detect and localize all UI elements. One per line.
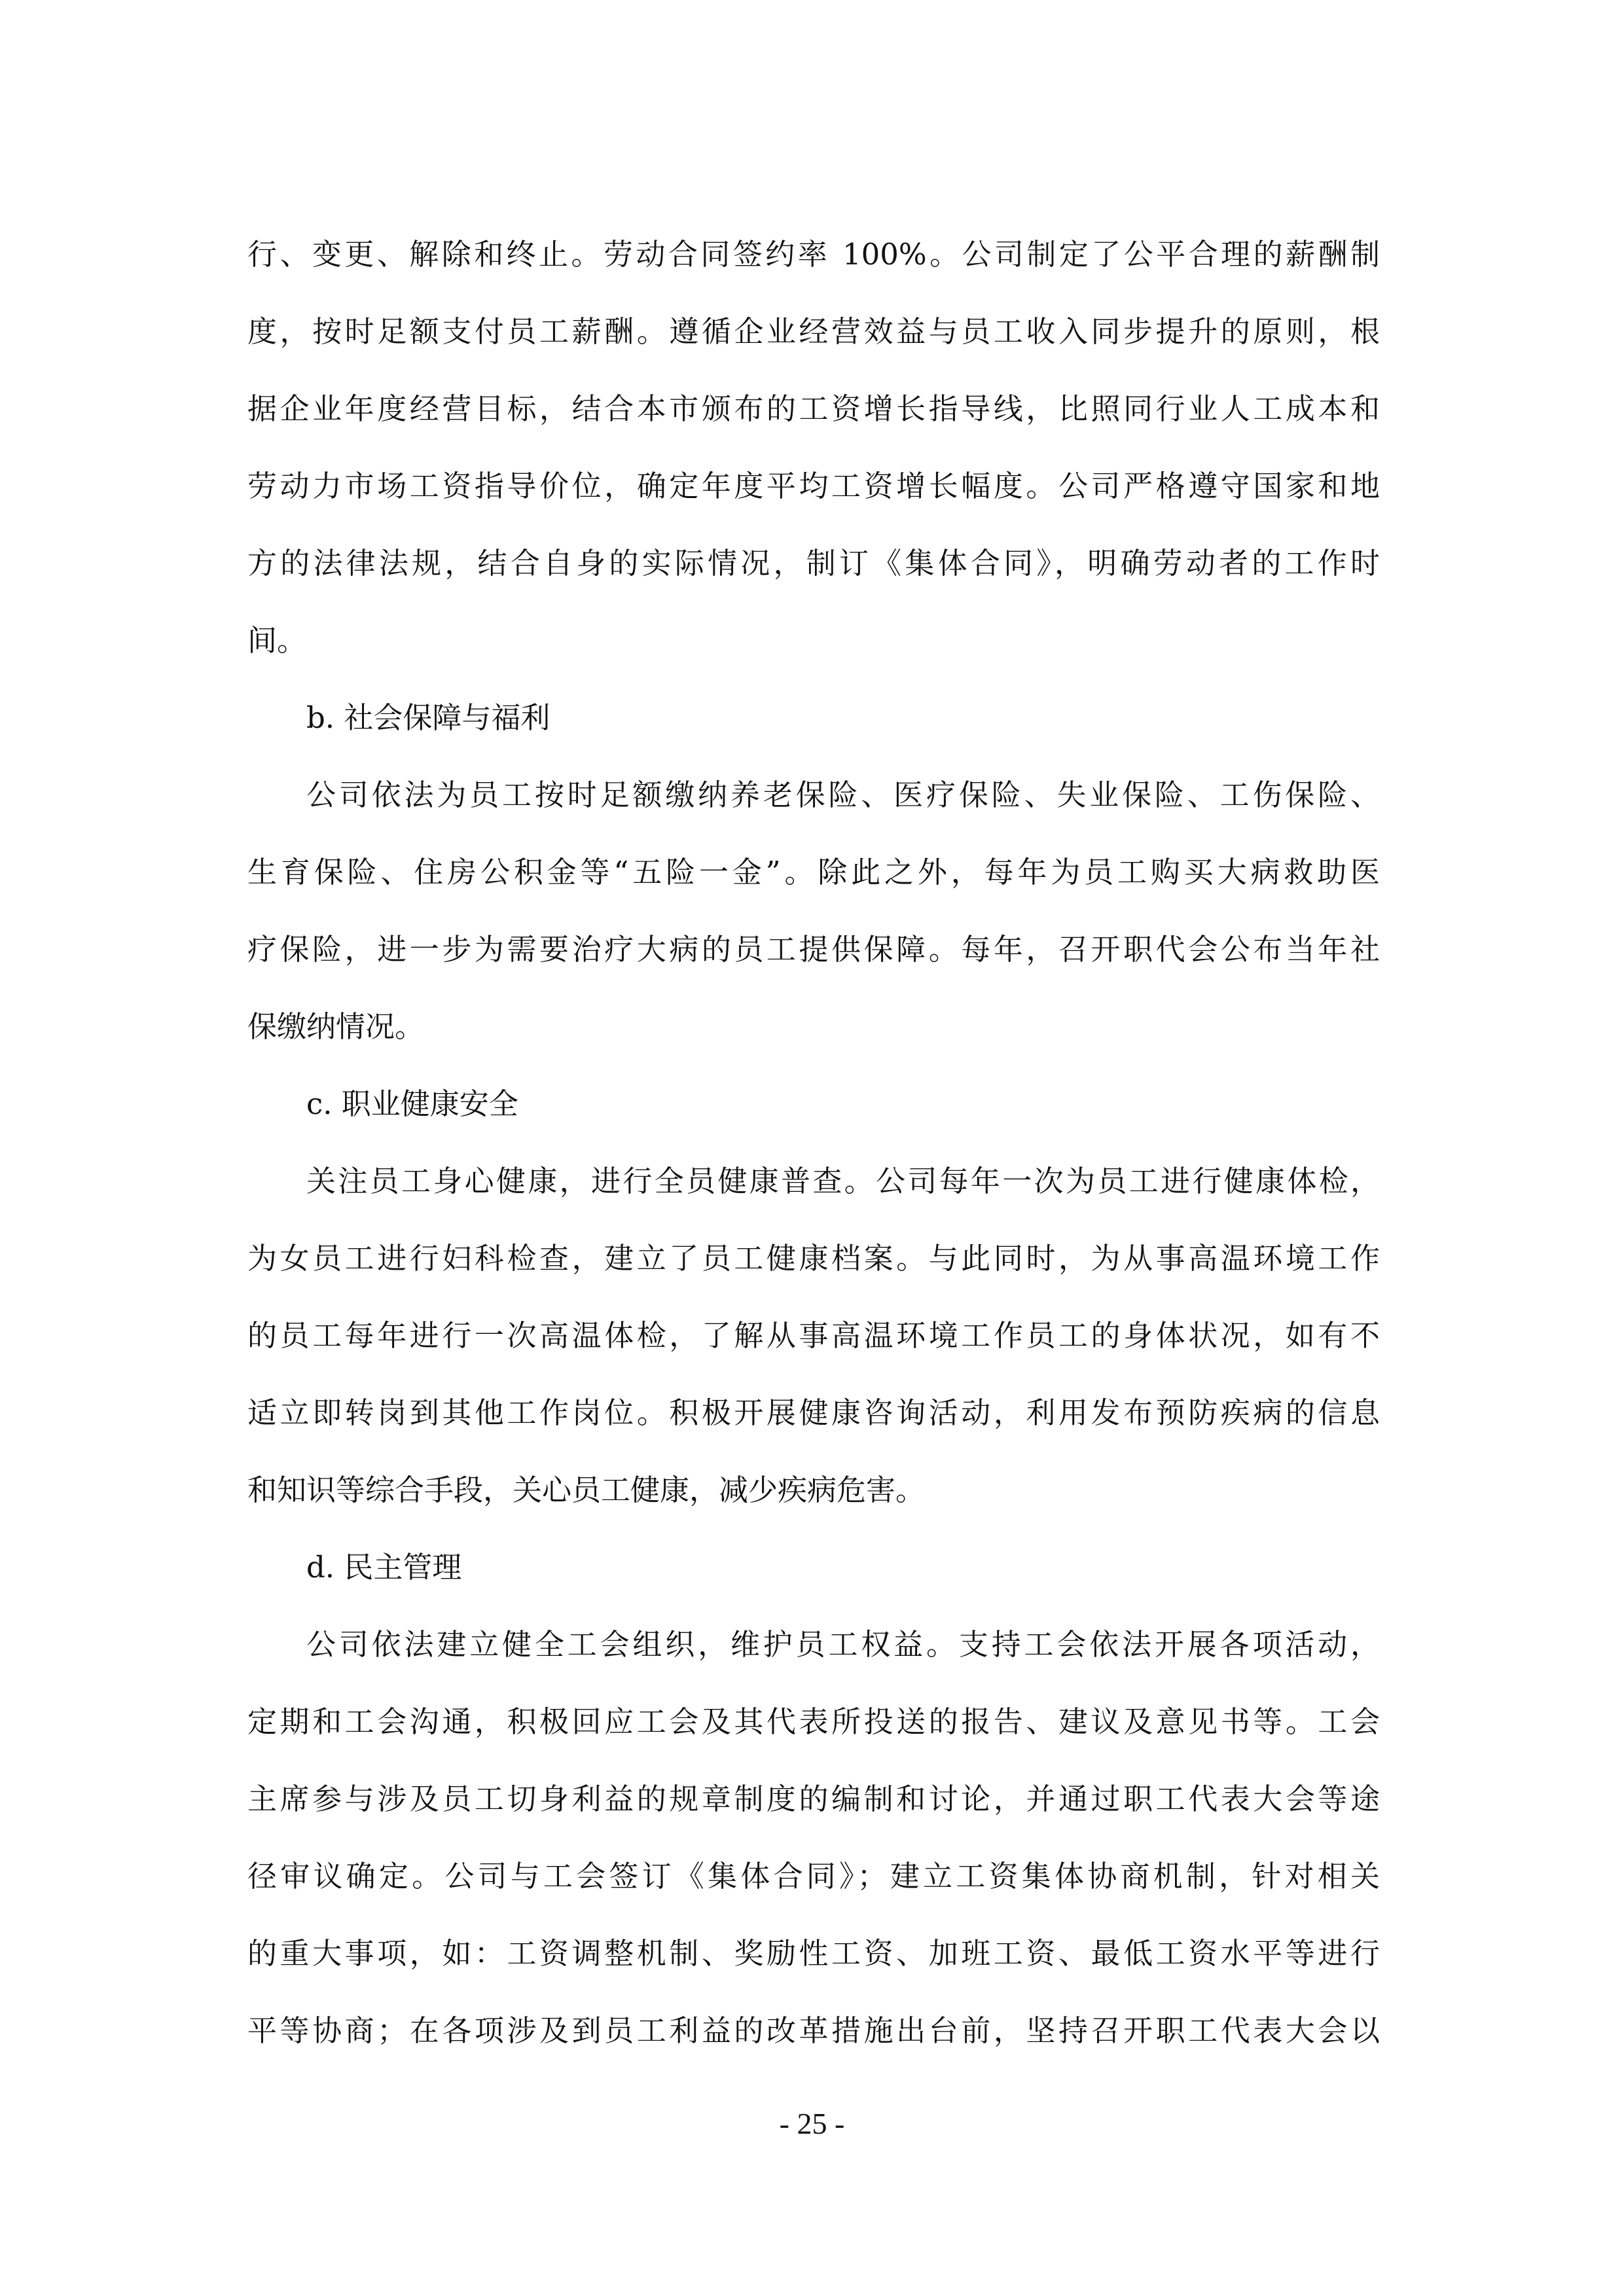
paragraph-line: 疗保险，进一步为需要治疗大病的员工提供保障。每年，召开职代会公布当年社	[247, 932, 1380, 967]
section-heading-occupational-health: c. 职业健康安全	[306, 1086, 518, 1121]
paragraph-line: 行、变更、解除和终止。劳动合同签约率 100%。公司制定了公平合理的薪酬制	[247, 237, 1380, 272]
paragraph-line: 方的法律法规，结合自身的实际情况，制订《集体合同》，明确劳动者的工作时	[247, 546, 1380, 581]
paragraph-line: 保缴纳情况。	[247, 1009, 425, 1044]
paragraph-line: 为女员工进行妇科检查，建立了员工健康档案。与此同时，为从事高温环境工作	[247, 1241, 1380, 1276]
paragraph-line: 定期和工会沟通，积极回应工会及其代表所投送的报告、建议及意见书等。工会	[247, 1704, 1380, 1739]
paragraph-line: 和知识等综合手段，关心员工健康，减少疾病危害。	[247, 1473, 926, 1507]
paragraph-line: 公司依法建立健全工会组织，维护员工权益。支持工会依法开展各项活动，	[306, 1627, 1380, 1662]
paragraph-line: 主席参与涉及员工切身利益的规章制度的编制和讨论，并通过职工代表大会等途	[247, 1782, 1380, 1816]
paragraph-line: 劳动力市场工资指导价位，确定年度平均工资增长幅度。公司严格遵守国家和地	[247, 469, 1380, 503]
paragraph-line: 的重大事项，如：工资调整机制、奖励性工资、加班工资、最低工资水平等进行	[247, 1936, 1380, 1971]
paragraph-line: 的员工每年进行一次高温体检，了解从事高温环境工作员工的身体状况，如有不	[247, 1318, 1380, 1353]
paragraph-line: 间。	[247, 623, 307, 658]
paragraph-line: 公司依法为员工按时足额缴纳养老保险、医疗保险、失业保险、工伤保险、	[306, 778, 1380, 812]
paragraph-line: 关注员工身心健康，进行全员健康普查。公司每年一次为员工进行健康体检，	[306, 1164, 1380, 1198]
section-heading-social-security: b. 社会保障与福利	[306, 700, 550, 735]
paragraph-line: 生育保险、住房公积金等“五险一金”。除此之外，每年为员工购买大病救助医	[247, 855, 1380, 889]
paragraph-line: 据企业年度经营目标，结合本市颁布的工资增长指导线，比照同行业人工成本和	[247, 391, 1380, 426]
paragraph-line: 度，按时足额支付员工薪酬。遵循企业经营效益与员工收入同步提升的原则，根	[247, 314, 1380, 349]
paragraph-line: 平等协商；在各项涉及到员工利益的改革措施出台前，坚持召开职工代表大会以	[247, 2013, 1380, 2048]
section-heading-democratic-management: d. 民主管理	[306, 1550, 462, 1585]
paragraph-line: 径审议确定。公司与工会签订《集体合同》；建立工资集体协商机制，针对相关	[247, 1859, 1380, 1893]
page-number: - 25 -	[779, 2107, 845, 2140]
paragraph-line: 适立即转岗到其他工作岗位。积极开展健康咨询活动，利用发布预防疾病的信息	[247, 1395, 1380, 1430]
body-text	[247, 216, 1380, 2070]
